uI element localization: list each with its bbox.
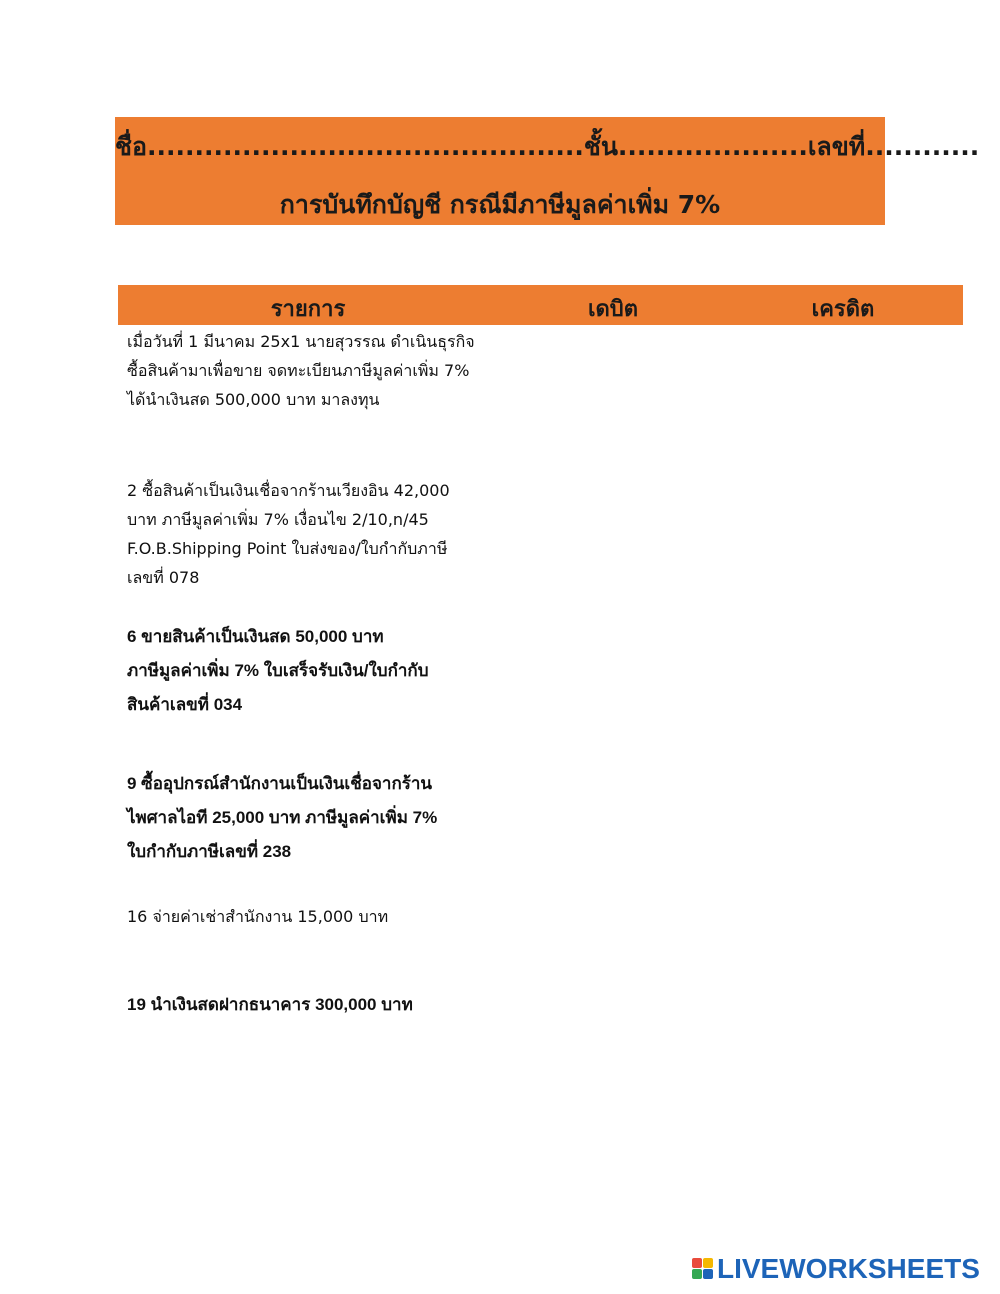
student-info-line: ชื่อ..............................................ชั้น....................เลขที่............ xyxy=(115,132,980,161)
transaction-entry-19 xyxy=(127,988,507,1022)
entry-line: 2 ซื้อสินค้าเป็นเงินเชื่อจากร้านเวียงอิน 42,000 xyxy=(127,481,450,500)
transaction-entry-1 xyxy=(127,327,507,414)
transaction-entry-6 xyxy=(127,620,507,722)
entry-line: 9 ซื้ออุปกรณ์สำนักงานเป็นเงินเชื่อจากร้าน xyxy=(127,774,433,793)
transaction-entry-9 xyxy=(127,767,507,869)
entry-line: ภาษีมูลค่าเพิ่ม 7% ใบเสร็จรับเงิน/ใบกำกับ xyxy=(127,661,429,680)
entry-line: ใบกำกับภาษีเลขที่ 238 xyxy=(127,842,292,861)
entry-line: ซื้อสินค้ามาเพื่อขาย จดทะเบียนภาษีมูลค่าเพิ่ม 7% xyxy=(127,361,470,380)
column-header-debit: เดบิต xyxy=(587,297,639,322)
transaction-entry-16 xyxy=(127,902,507,931)
column-header-item: รายการ xyxy=(270,297,346,322)
entry-line: 16 จ่ายค่าเช่าสำนักงาน 15,000 บาท xyxy=(127,907,389,926)
logo-text: LIVEWORKSHEETS xyxy=(717,1253,980,1284)
entry-line: ได้นำเงินสด 500,000 บาท มาลงทุน xyxy=(127,390,380,409)
entry-line: เลขที่ 078 xyxy=(127,568,200,587)
entry-line: สินค้าเลขที่ 034 xyxy=(127,695,243,714)
entry-line: บาท ภาษีมูลค่าเพิ่ม 7% เงื่อนไข 2/10,n/45 xyxy=(127,510,429,529)
worksheet-title: การบันทึกบัญชี กรณีมีภาษีมูลค่าเพิ่ม 7% xyxy=(279,190,721,219)
entry-line: ไพศาลไอที 25,000 บาท ภาษีมูลค่าเพิ่ม 7% xyxy=(127,808,438,827)
entry-line: เมื่อวันที่ 1 มีนาคม 25x1 นายสุวรรณ ดำเนินธุรกิจ xyxy=(127,332,475,351)
entry-line: 19 นำเงินสดฝากธนาคาร 300,000 บาท xyxy=(127,995,413,1014)
entry-line: F.O.B.Shipping Point ใบส่งของ/ใบกำกับภาษี xyxy=(127,539,448,558)
transaction-entry-2 xyxy=(127,476,507,592)
column-header-credit: เครดิต xyxy=(811,297,875,322)
table-header xyxy=(118,285,963,325)
logo-mark-icon xyxy=(692,1258,714,1280)
entry-line: 6 ขายสินค้าเป็นเงินสด 50,000 บาท xyxy=(127,627,384,646)
worksheet-header xyxy=(115,117,980,225)
liveworksheets-logo xyxy=(692,1253,980,1285)
